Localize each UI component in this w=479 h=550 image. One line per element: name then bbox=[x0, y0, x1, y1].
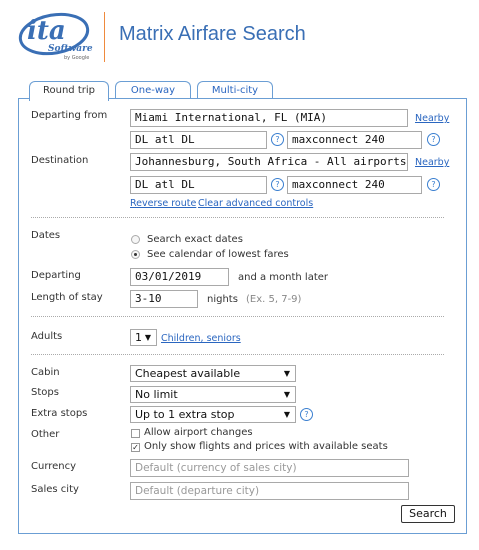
logo-sub: Software bbox=[48, 44, 93, 54]
chevron-down-icon: ▼ bbox=[283, 390, 290, 399]
departing-date-label: Departing bbox=[31, 270, 81, 281]
stops-label: Stops bbox=[31, 387, 59, 398]
origin-extension-input[interactable]: maxconnect 240 bbox=[287, 131, 422, 149]
tab-round-trip[interactable]: Round trip bbox=[29, 81, 109, 101]
only-available-seats-label: Only show flights and prices with available seats bbox=[144, 441, 388, 452]
clear-advanced-controls-link[interactable]: Clear advanced controls bbox=[198, 198, 314, 209]
ita-software-logo bbox=[18, 12, 92, 62]
adults-label: Adults bbox=[31, 331, 63, 342]
length-of-stay-input[interactable]: 3-10 bbox=[130, 290, 198, 308]
routing-help-icon[interactable]: ? bbox=[271, 133, 284, 146]
search-button[interactable]: Search bbox=[401, 505, 455, 523]
stay-hint: (Ex. 5, 7-9) bbox=[246, 294, 302, 305]
chevron-down-icon: ▼ bbox=[144, 333, 151, 342]
sales-city-input[interactable]: Default (departure city) bbox=[130, 482, 409, 500]
calendar-radio[interactable] bbox=[131, 250, 140, 259]
origin-routing-input[interactable]: DL atl DL bbox=[130, 131, 267, 149]
destination-extension-input[interactable]: maxconnect 240 bbox=[287, 176, 422, 194]
other-label: Other bbox=[31, 429, 60, 440]
extra-stops-select-value: Up to 1 extra stop bbox=[135, 408, 235, 421]
logo-text: ita bbox=[27, 16, 66, 46]
header-divider bbox=[104, 12, 105, 62]
routing-help-icon[interactable]: ? bbox=[271, 178, 284, 191]
dates-label: Dates bbox=[31, 230, 61, 241]
tab-multi-city[interactable]: Multi-city bbox=[197, 81, 273, 99]
extra-stops-help-icon[interactable]: ? bbox=[300, 408, 313, 421]
extra-stops-label: Extra stops bbox=[31, 408, 88, 419]
page-title: Matrix Airfare Search bbox=[119, 23, 306, 45]
origin-nearby-link[interactable]: Nearby bbox=[415, 113, 450, 124]
length-of-stay-label: Length of stay bbox=[31, 292, 103, 303]
stops-select[interactable] bbox=[130, 386, 296, 403]
extension-help-icon[interactable]: ? bbox=[427, 178, 440, 191]
destination-airport-input[interactable]: Johannesburg, South Africa - All airports bbox=[130, 153, 408, 171]
calendar-label: See calendar of lowest fares bbox=[147, 249, 289, 260]
currency-input[interactable]: Default (currency of sales city) bbox=[130, 459, 409, 477]
allow-airport-changes-checkbox[interactable] bbox=[131, 429, 140, 438]
children-seniors-link[interactable]: Children, seniors bbox=[161, 333, 241, 344]
departing-date-input[interactable]: 03/01/2019 bbox=[130, 268, 229, 286]
stops-select-value: No limit bbox=[135, 388, 178, 401]
destination-routing-input[interactable]: DL atl DL bbox=[130, 176, 267, 194]
chevron-down-icon: ▼ bbox=[283, 410, 290, 419]
adults-select[interactable] bbox=[130, 329, 157, 346]
tab-one-way[interactable]: One-way bbox=[115, 81, 191, 99]
reverse-route-link[interactable]: Reverse route bbox=[130, 198, 197, 209]
cabin-select-value: Cheapest available bbox=[135, 367, 241, 380]
sales-city-label: Sales city bbox=[31, 484, 79, 495]
exact-dates-radio[interactable] bbox=[131, 235, 140, 244]
section-divider bbox=[31, 354, 444, 355]
exact-dates-label: Search exact dates bbox=[147, 234, 243, 245]
currency-label: Currency bbox=[31, 461, 77, 472]
nights-label: nights bbox=[207, 294, 238, 305]
extension-help-icon[interactable]: ? bbox=[427, 133, 440, 146]
destination-nearby-link[interactable]: Nearby bbox=[415, 157, 450, 168]
departing-date-suffix: and a month later bbox=[238, 272, 329, 283]
destination-label: Destination bbox=[31, 155, 89, 166]
chevron-down-icon: ▼ bbox=[283, 369, 290, 378]
cabin-label: Cabin bbox=[31, 367, 60, 378]
section-divider bbox=[31, 316, 444, 317]
section-divider bbox=[31, 217, 444, 218]
cabin-select[interactable] bbox=[130, 365, 296, 382]
logo-by: by Google bbox=[64, 55, 90, 61]
only-available-seats-checkbox[interactable]: ✓ bbox=[132, 443, 139, 452]
adults-select-value: 1 bbox=[135, 331, 142, 344]
departing-from-label: Departing from bbox=[31, 110, 108, 121]
extra-stops-select[interactable] bbox=[130, 406, 296, 423]
allow-airport-changes-label: Allow airport changes bbox=[144, 427, 253, 438]
origin-airport-input[interactable]: Miami International, FL (MIA) bbox=[130, 109, 408, 127]
